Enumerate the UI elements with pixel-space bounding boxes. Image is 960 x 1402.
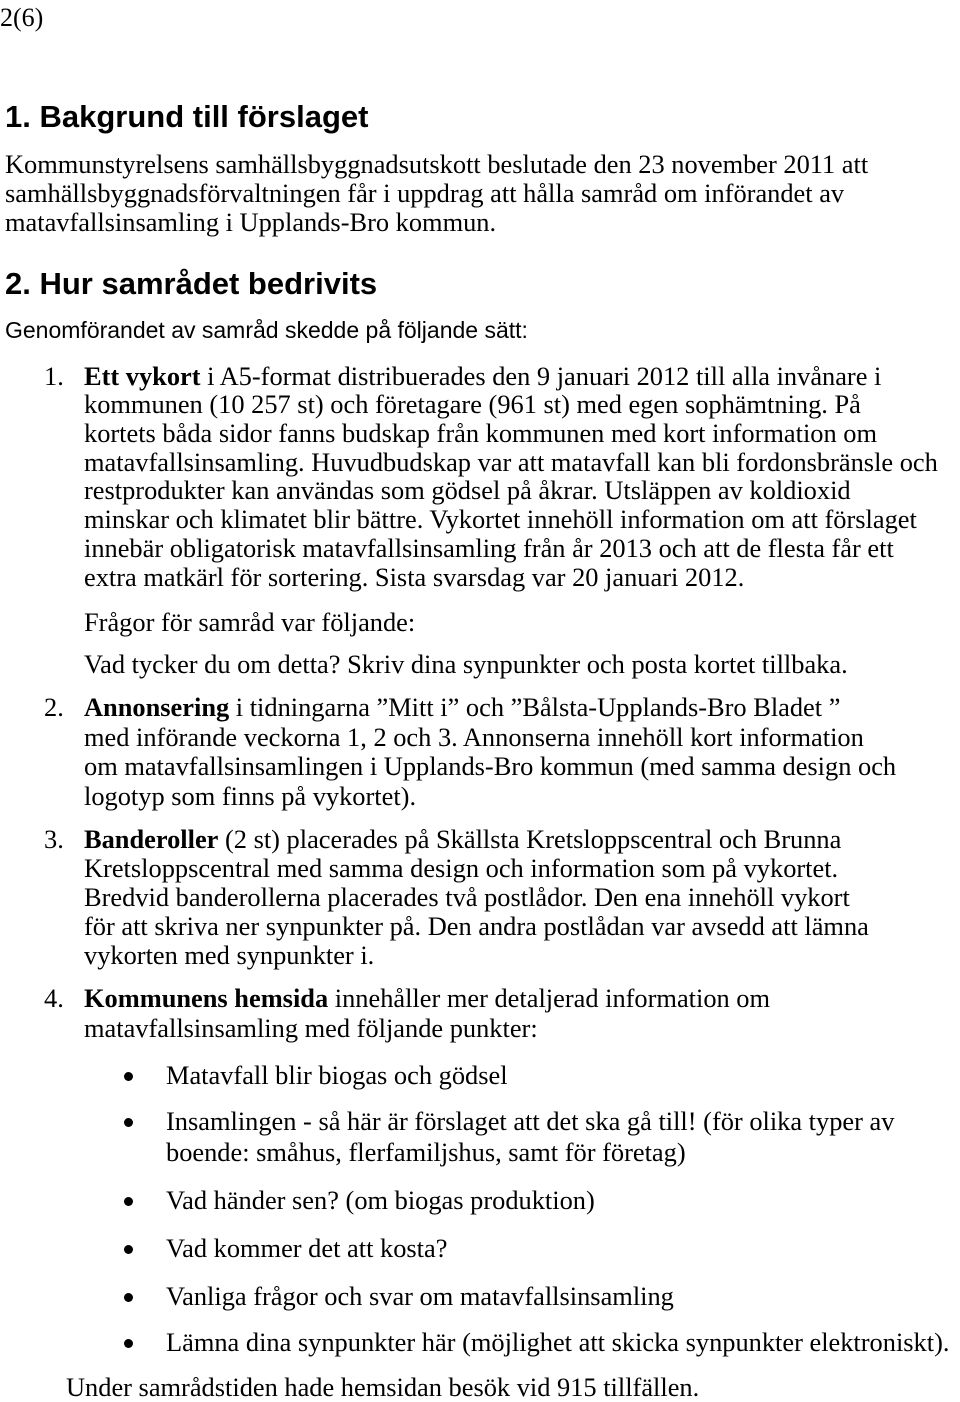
questions-label: Frågor för samråd var följande:: [84, 606, 416, 637]
bullet-icon: [124, 1293, 133, 1302]
list-item-line: kommunen (10 257 st) och företagare (961 st) med egen sophämtning. På: [84, 389, 861, 420]
list-item-text: [84, 693, 896, 811]
list-item-line: [84, 362, 938, 391]
list-number: 1.: [44, 360, 64, 391]
paragraph-line: matavfallsinsamling i Upplands-Bro kommun.: [5, 206, 497, 237]
list-item-line: innebär obligatorisk matavfallsinsamling från år 2013 och att de flesta får ett: [84, 532, 894, 563]
list-item-line: vykorten med synpunkter i.: [84, 939, 375, 970]
section-heading-background: 1. Bakgrund till förslaget: [5, 99, 369, 134]
list-item-line: matavfallsinsamling med följande punkter:: [84, 1013, 538, 1043]
list-number: 3.: [44, 823, 64, 854]
list-item-first-line: innehåller mer detaljerad information om: [328, 983, 771, 1013]
list-number: 2.: [44, 692, 64, 723]
list-item-line: [84, 693, 896, 723]
list-item-lead: Kommunens hemsida: [84, 983, 329, 1013]
paragraph-line: Kommunstyrelsens samhällsbyggnadsutskott beslutade den 23 november 2011 att: [5, 148, 869, 179]
list-item-line: logotyp som finns på vykortet).: [84, 780, 417, 811]
list-item-first-line: i tidningarna ”Mitt i” och ”Bålsta-Upplands-Bro Bladet ”: [229, 692, 841, 723]
list-number: 4.: [44, 983, 64, 1013]
bullet-icon: [124, 1245, 133, 1254]
list-item-line: Bredvid banderollerna placerades två postlådor. Den ena innehöll vykort: [84, 881, 850, 912]
list-item-first-line: (2 st) placerades på Skällsta Kretsloppscentral och Brunna: [218, 823, 842, 854]
list-item-line: med införande veckorna 1, 2 och 3. Annonserna innehöll kort information: [84, 721, 864, 752]
question-text: Vad tycker du om detta? Skriv dina synpunkter och posta kortet tillbaka.: [84, 648, 848, 679]
list-item-first-line: i A5-format distribuerades den 9 januari 2012 till alla invånare i: [200, 360, 882, 391]
page-number: 2(6): [0, 2, 44, 32]
bullet-text: boende: småhus, flerfamiljshus, samt för företag): [166, 1136, 686, 1167]
list-item-line: minskar och klimatet blir bättre. Vykortet innehöll information om att förslaget: [84, 504, 917, 535]
bullet-icon: [124, 1339, 133, 1348]
section-intro: Genomförandet av samråd skedde på följande sätt:: [5, 316, 528, 343]
bullet-text: Insamlingen - så här är förslaget att det ska gå till! (för olika typer av: [166, 1105, 895, 1136]
list-item-line: för att skriva ner synpunkter på. Den andra postlådan var avsedd att lämna: [84, 910, 869, 941]
bullet-icon: [124, 1072, 133, 1081]
bullet-text: Vad kommer det att kosta?: [166, 1232, 448, 1263]
list-item-line: Kretsloppscentral med samma design och information som på vykortet.: [84, 852, 839, 883]
list-item-text: [84, 362, 938, 592]
bullet-text: Matavfall blir biogas och gödsel: [166, 1059, 508, 1090]
list-item-text: [84, 983, 770, 1043]
bullet-icon: [124, 1197, 133, 1206]
list-item-lead: Banderoller: [84, 823, 219, 854]
background-paragraph: [5, 150, 868, 237]
list-item-line: [84, 825, 869, 854]
list-item-line: extra matkärl för sortering. Sista svarsdag var 20 januari 2012.: [84, 561, 745, 592]
list-item-text: [84, 825, 869, 970]
list-item-line: kortets båda sidor fanns budskap från kommunen med kort information om: [84, 418, 878, 448]
list-item-line: matavfallsinsamling. Huvudbudskap var att matavfall kan bli fordonsbränsle och: [84, 446, 938, 477]
list-item-lead: Annonsering: [84, 692, 230, 723]
bullet-text: Vanliga frågor och svar om matavfallsinsamling: [166, 1280, 674, 1311]
list-item-line: restprodukter kan användas som gödsel på åkrar. Utsläppen av koldioxid: [84, 475, 851, 506]
paragraph-line: samhällsbyggnadsförvaltningen får i uppdrag att hålla samråd om införandet av: [5, 177, 845, 208]
bullet-text: Lämna dina synpunkter här (möjlighet att skicka synpunkter elektroniskt).: [166, 1326, 950, 1357]
bullet-icon: [124, 1118, 133, 1127]
visits-note: Under samrådstiden hade hemsidan besök vid 915 tillfällen.: [66, 1372, 700, 1402]
list-item-lead: Ett vykort: [84, 360, 201, 391]
list-item-line: om matavfallsinsamlingen i Upplands-Bro kommun (med samma design och: [84, 751, 897, 782]
section-heading-consultation: 2. Hur samrådet bedrivits: [5, 266, 378, 301]
bullet-text: Vad händer sen? (om biogas produktion): [166, 1184, 595, 1215]
list-item-line: [84, 983, 770, 1013]
